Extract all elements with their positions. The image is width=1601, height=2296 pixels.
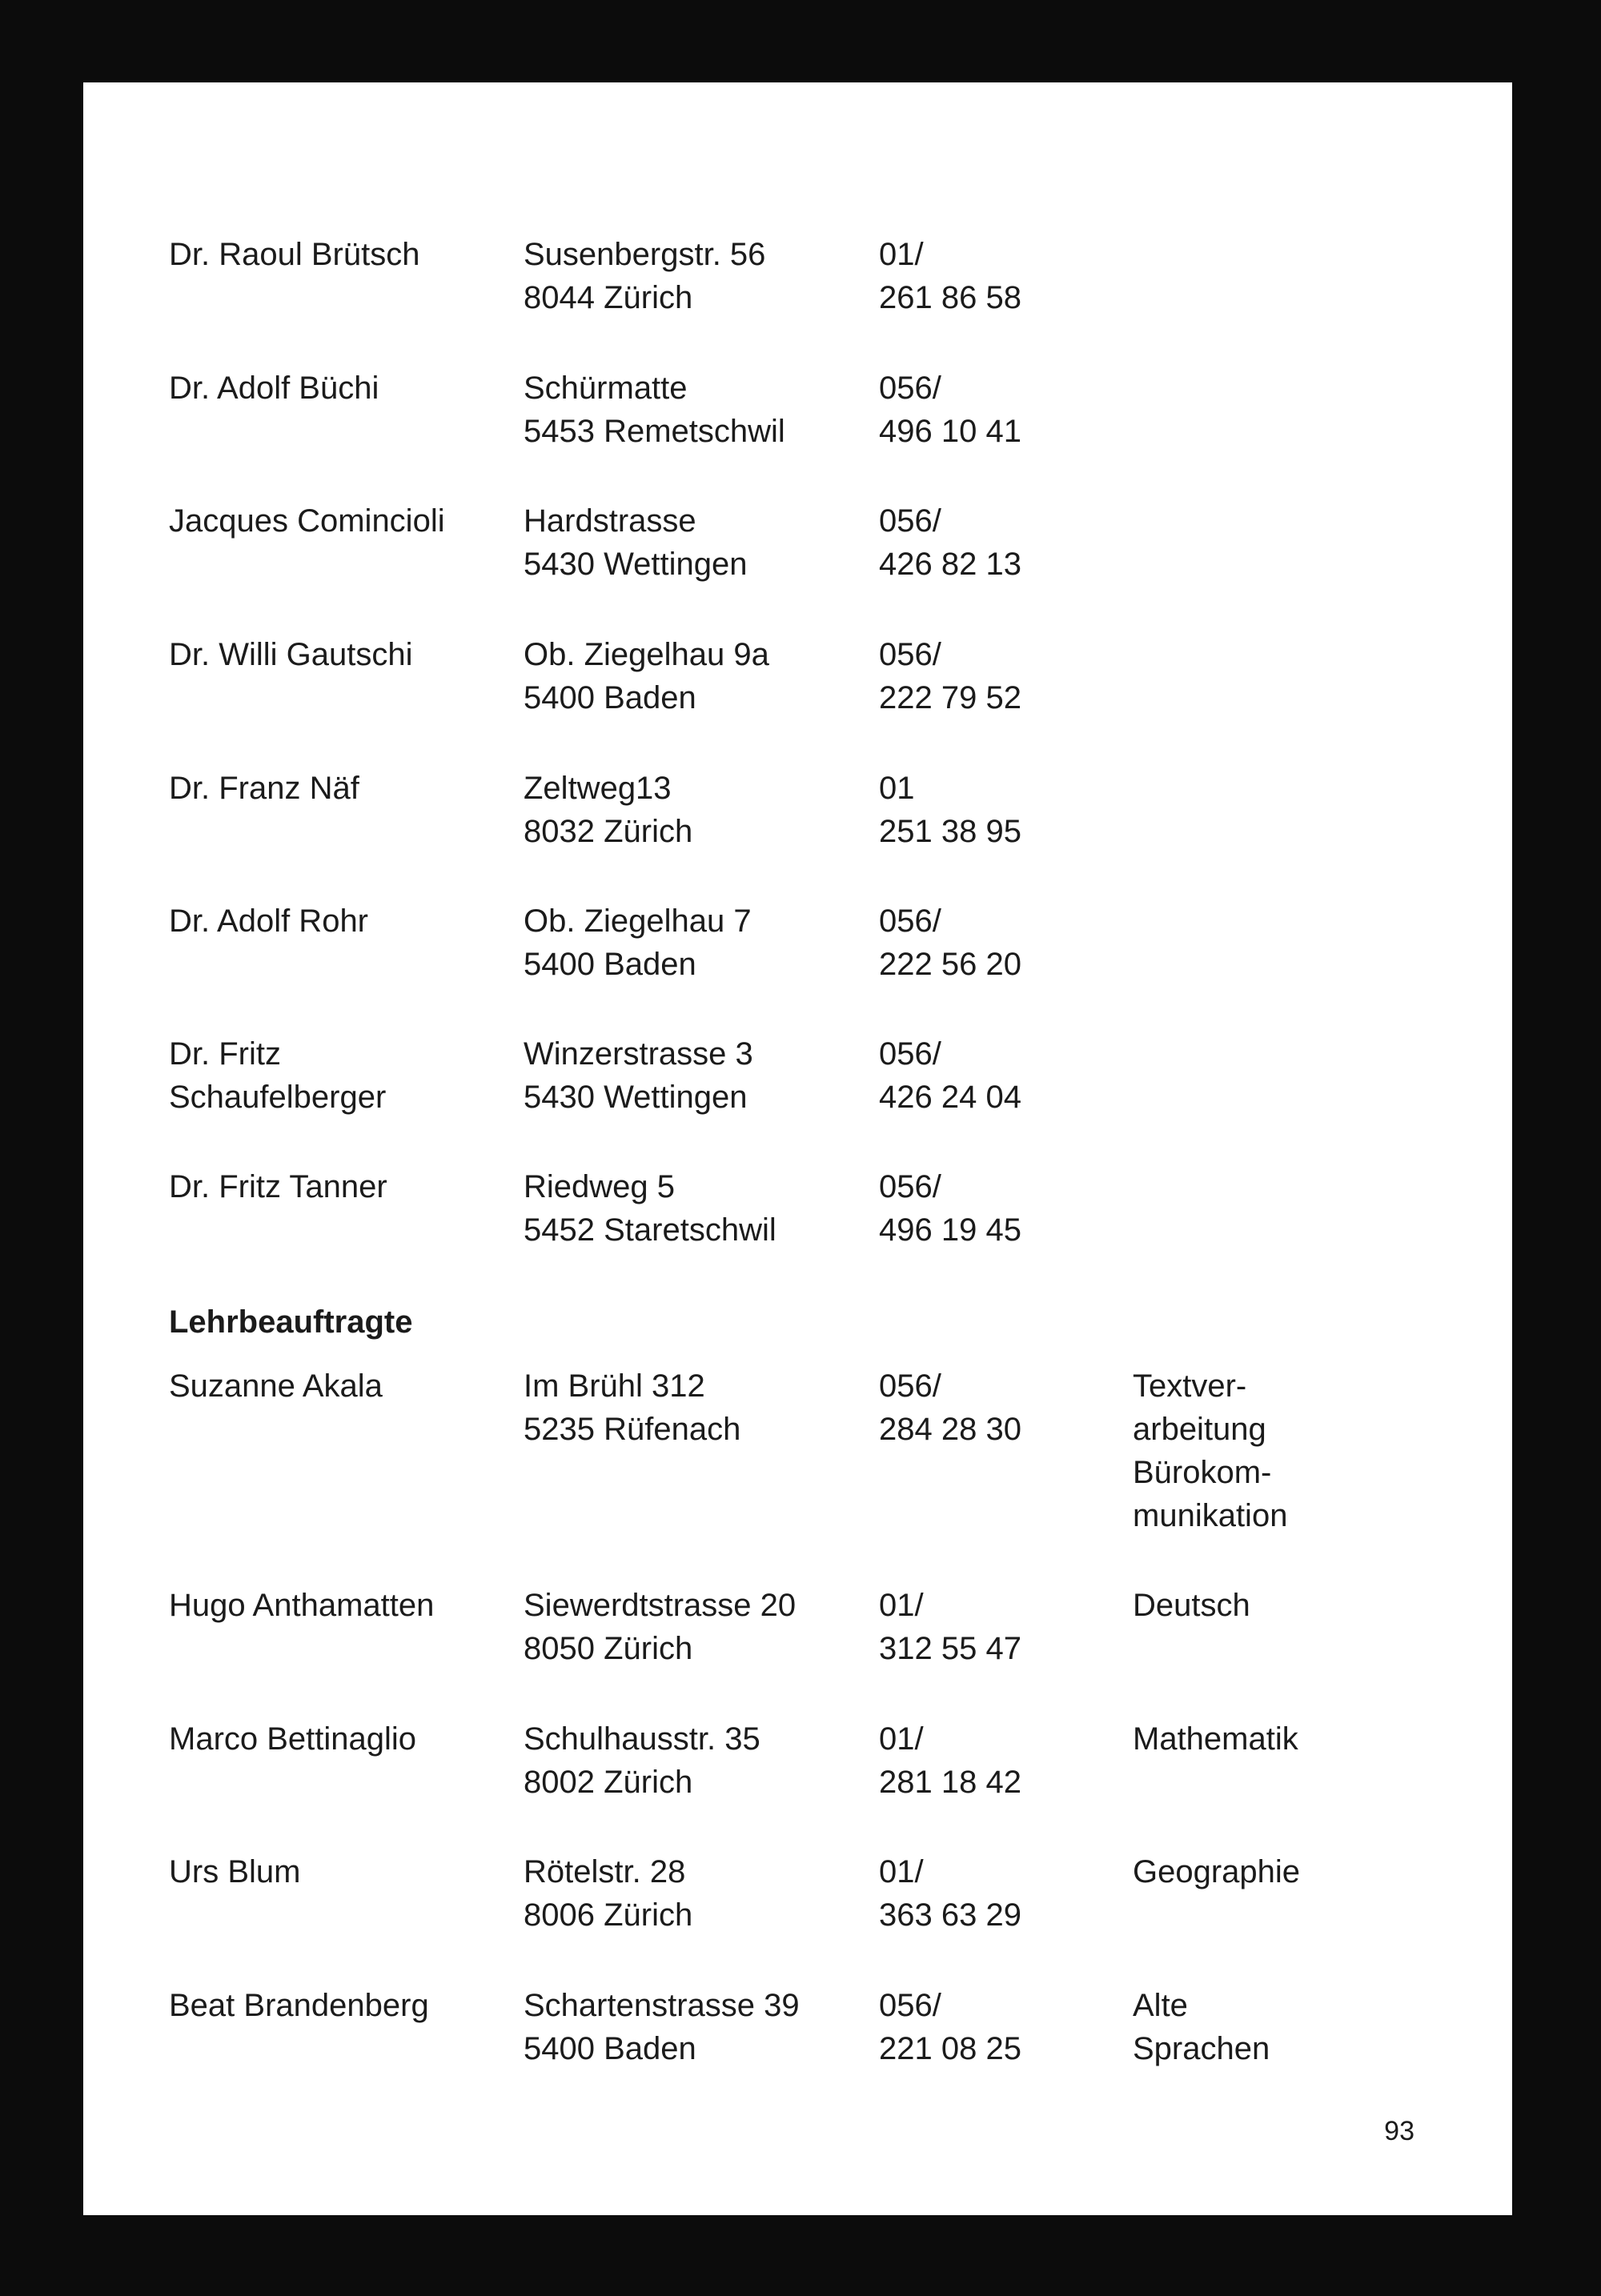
faculty-entry — [83, 233, 1512, 361]
person-address: Hardstrasse 5430 Wettingen — [524, 503, 748, 582]
person-address: Riedweg 5 5452 Staretschwil — [524, 1169, 776, 1248]
person-name: Suzanne Akala — [169, 1368, 383, 1404]
person-name: Dr. Raoul Brütsch — [169, 237, 420, 272]
faculty-entry — [83, 633, 1512, 761]
person-address: Schartenstrasse 39 5400 Baden — [524, 1988, 800, 2066]
person-phone: 01/ 281 18 42 — [879, 1721, 1021, 1800]
person-phone: 056/ 222 79 52 — [879, 637, 1021, 715]
person-phone: 01 251 38 95 — [879, 771, 1021, 849]
person-phone: 056/ 284 28 30 — [879, 1368, 1021, 1447]
person-name: Dr. Willi Gautschi — [169, 637, 413, 672]
person-name: Jacques Comincioli — [169, 503, 445, 539]
person-name: Beat Brandenberg — [169, 1988, 429, 2023]
person-name: Dr. Fritz Tanner — [169, 1169, 387, 1204]
person-address: Winzerstrasse 3 5430 Wettingen — [524, 1036, 753, 1115]
person-subject: Alte Sprachen — [1133, 1988, 1270, 2066]
lecturer-entry — [83, 1717, 1512, 1845]
person-subject: Deutsch — [1133, 1588, 1250, 1623]
person-phone: 056/ 426 82 13 — [879, 503, 1021, 582]
lecturer-entry — [83, 1984, 1512, 2112]
person-name: Marco Bettinaglio — [169, 1721, 417, 1757]
section-heading: Lehrbeauftragte — [169, 1304, 413, 1340]
person-address: Ob. Ziegelhau 9a 5400 Baden — [524, 637, 769, 715]
person-address: Im Brühl 312 5235 Rüfenach — [524, 1368, 741, 1447]
person-phone: 056/ 496 19 45 — [879, 1169, 1021, 1248]
person-address: Susenbergstr. 56 8044 Zürich — [524, 237, 766, 315]
person-address: Ob. Ziegelhau 7 5400 Baden — [524, 904, 752, 982]
lecturer-entry — [83, 1584, 1512, 1712]
faculty-entry — [83, 900, 1512, 1028]
person-phone: 056/ 222 56 20 — [879, 904, 1021, 982]
person-address: Siewerdtstrasse 20 8050 Zürich — [524, 1588, 796, 1666]
lecturer-entry — [83, 1850, 1512, 1978]
person-address: Schürmatte 5453 Remetschwil — [524, 371, 785, 449]
faculty-entry — [83, 767, 1512, 895]
person-address: Rötelstr. 28 8006 Zürich — [524, 1854, 693, 1933]
person-phone: 01/ 261 86 58 — [879, 237, 1021, 315]
person-name: Dr. Franz Näf — [169, 771, 359, 806]
person-address: Zeltweg13 8032 Zürich — [524, 771, 693, 849]
lecturer-entry — [83, 1364, 1512, 1557]
faculty-entry — [83, 367, 1512, 495]
faculty-entry — [83, 499, 1512, 627]
person-phone: 01/ 312 55 47 — [879, 1588, 1021, 1666]
person-name: Urs Blum — [169, 1854, 301, 1889]
person-address: Schulhausstr. 35 8002 Zürich — [524, 1721, 760, 1800]
page-number: 93 — [1384, 2116, 1414, 2146]
person-phone: 056/ 426 24 04 — [879, 1036, 1021, 1115]
person-subject: Geographie — [1133, 1854, 1301, 1889]
person-phone: 01/ 363 63 29 — [879, 1854, 1021, 1933]
person-subject: Mathematik — [1133, 1721, 1298, 1757]
person-name: Dr. Adolf Rohr — [169, 904, 369, 939]
person-name: Dr. Adolf Büchi — [169, 371, 379, 406]
person-name: Hugo Anthamatten — [169, 1588, 435, 1623]
person-name: Dr. Fritz Schaufelberger — [169, 1036, 387, 1115]
person-subject: Textver- arbeitung Bürokom- munikation — [1133, 1368, 1288, 1533]
document-page — [83, 82, 1512, 2215]
person-phone: 056/ 221 08 25 — [879, 1988, 1021, 2066]
faculty-entry — [83, 1165, 1512, 1293]
person-phone: 056/ 496 10 41 — [879, 371, 1021, 449]
faculty-entry — [83, 1032, 1512, 1160]
